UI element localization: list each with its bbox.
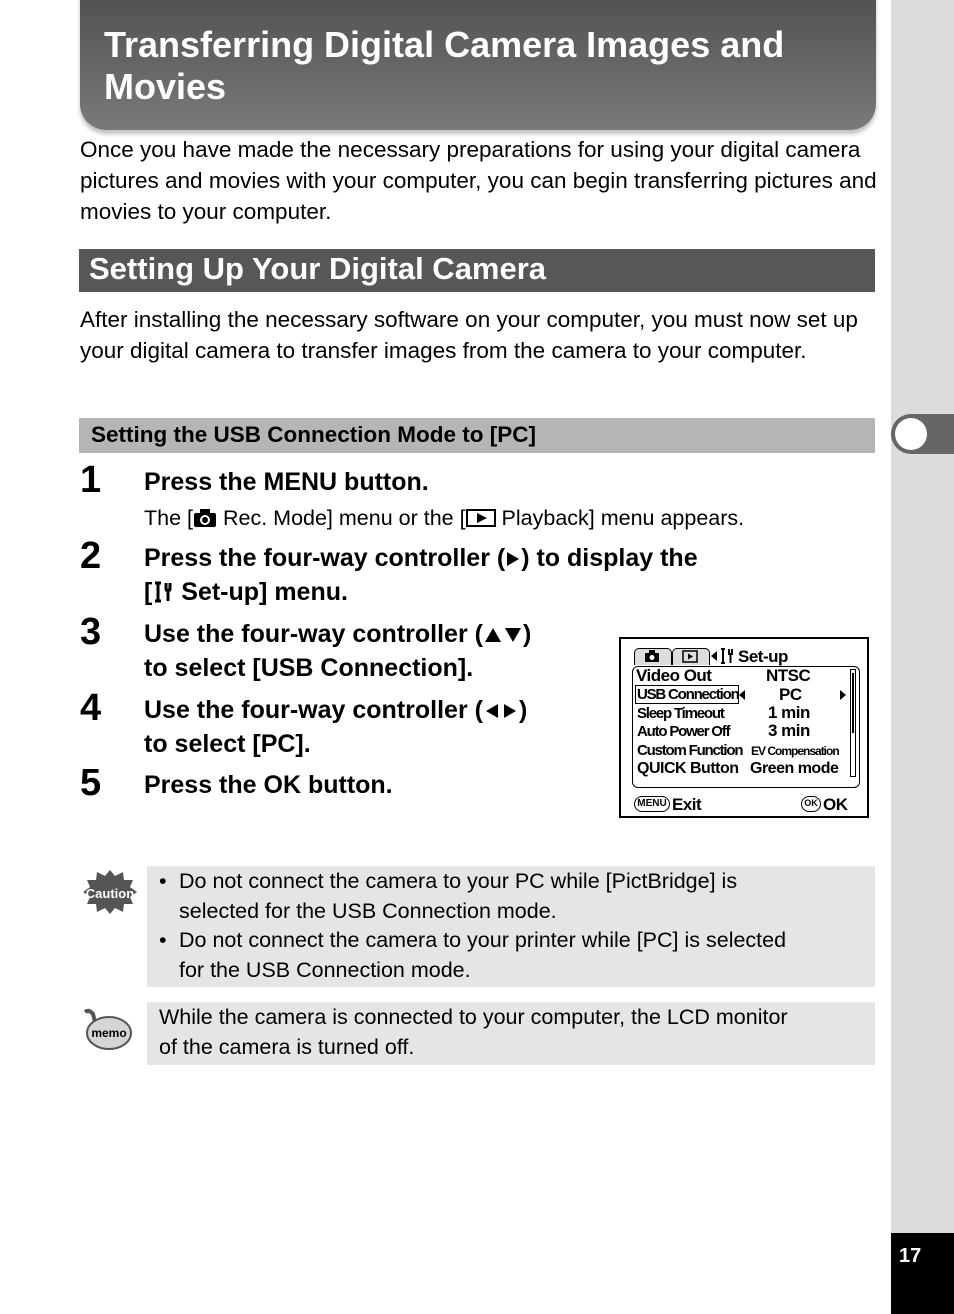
- up-arrow-icon: [483, 625, 503, 645]
- step-number-5: 5: [80, 762, 102, 804]
- left-arrow-icon: [483, 701, 501, 721]
- step-4-line-2: to select [PC].: [144, 730, 311, 758]
- lcd-playback-tab: [672, 648, 710, 665]
- step-2-line-1: Press the four-way controller ( ) to display the: [144, 544, 698, 572]
- right-arrow-icon: [505, 549, 521, 569]
- lcd-row-value-selected: PC: [779, 685, 802, 704]
- lcd-row-label-selected: USB Connection: [637, 686, 739, 703]
- lcd-left-arrow-icon: [738, 689, 746, 701]
- subsection-heading: Setting the USB Connection Mode to [PC]: [91, 422, 536, 447]
- lcd-row-label: Custom Function: [637, 742, 743, 759]
- camera-icon: [635, 649, 669, 664]
- bullet-icon: •: [159, 928, 167, 952]
- lcd-row-label: QUICK Button: [637, 760, 739, 777]
- lcd-row-value: EV Compensation: [751, 744, 839, 758]
- lcd-row-value: NTSC: [766, 666, 811, 685]
- step-2-line-2: [ Set-up] menu.: [144, 578, 348, 606]
- step-number-2: 2: [80, 535, 102, 577]
- step-number-3: 3: [80, 611, 102, 653]
- lcd-row-label: Auto Power Off: [637, 723, 730, 740]
- memo-icon: [81, 1008, 133, 1054]
- lcd-ok-label: OK: [823, 795, 848, 814]
- intro-paragraph: Once you have made the necessary preparations for using your digital camera pictures and movies with your computer, you can begin transferring pictures and movies to your computer.: [80, 137, 877, 224]
- down-arrow-icon: [503, 625, 523, 645]
- step-1-text: Press the MENU button.: [144, 468, 429, 496]
- lcd-row-value: 3 min: [768, 721, 810, 740]
- memo-icon-label: memo: [91, 1026, 127, 1040]
- memo-line-2: of the camera is turned off.: [159, 1035, 415, 1059]
- section-paragraph: After installing the necessary software on your computer, you must now set up your digital camera to transfer images from the camera to your computer.: [80, 307, 858, 363]
- caution-icon: [81, 868, 139, 916]
- memo-line-1: While the camera is connected to your computer, the LCD monitor: [159, 1005, 788, 1029]
- step-1-note: The [ Rec. Mode] menu or the [ Playback] menu appears.: [144, 506, 745, 530]
- setup-tools-icon: [719, 648, 735, 664]
- side-strip: [891, 0, 954, 1314]
- lcd-tab-label: Set-up: [738, 647, 788, 666]
- caution-item-1-line-1: Do not connect the camera to your PC while [PictBridge] is: [179, 869, 738, 893]
- lcd-row-value: Green mode: [750, 760, 839, 777]
- step-5-text: Press the OK button.: [144, 771, 393, 799]
- step-4-line-1: Use the four-way controller ( ): [144, 696, 528, 724]
- lcd-tab-left-arrow-icon: [710, 649, 718, 663]
- lcd-scrollbar-thumb: [852, 673, 854, 733]
- lcd-ok-button-icon: OK: [801, 796, 821, 812]
- lcd-row-value: 1 min: [768, 703, 810, 722]
- lcd-row-label: Video Out: [636, 666, 712, 685]
- caution-item-1-line-2: selected for the USB Connection mode.: [179, 899, 557, 923]
- step-number-1: 1: [80, 459, 102, 501]
- section-heading: Setting Up Your Digital Camera: [89, 251, 547, 286]
- caution-item-2-line-1: Do not connect the camera to your printer while [PC] is selected: [179, 928, 787, 952]
- lcd-exit-label: Exit: [672, 795, 702, 814]
- bullet-icon: •: [159, 869, 167, 893]
- setup-tools-icon: [152, 581, 174, 603]
- lcd-scrollbar: [850, 669, 856, 777]
- playback-icon: [673, 649, 707, 664]
- playback-icon: [466, 508, 496, 528]
- caution-icon-label: Caution: [85, 886, 135, 901]
- step-number-4: 4: [80, 687, 102, 729]
- chapter-tab-marker: [895, 418, 927, 450]
- step-3-line-1: Use the four-way controller ( ): [144, 620, 532, 648]
- step-3-line-2: to select [USB Connection].: [144, 654, 474, 682]
- lcd-menu-button-icon: MENU: [634, 796, 670, 812]
- lcd-row-label: Sleep Timeout: [637, 705, 724, 722]
- lcd-rec-tab: [634, 648, 672, 665]
- right-arrow-icon: [501, 701, 519, 721]
- lcd-right-arrow-icon: [839, 689, 847, 701]
- page-title: Transferring Digital Camera Images and Movies: [104, 24, 785, 107]
- camera-icon: [193, 508, 217, 528]
- caution-item-2-line-2: for the USB Connection mode.: [179, 958, 471, 982]
- page-number: 17: [899, 1245, 922, 1267]
- lcd-setup-menu: [619, 637, 869, 818]
